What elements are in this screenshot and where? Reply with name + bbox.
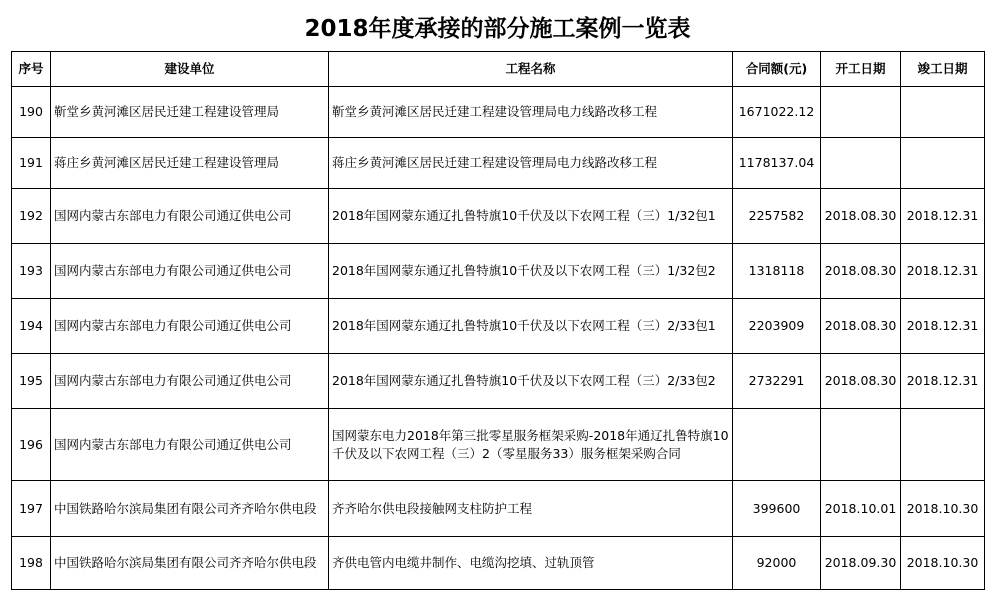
page-title: 2018年度承接的部分施工案例一览表 xyxy=(304,16,691,42)
start-date-cell: 2018.08.30 xyxy=(821,354,901,409)
project-cell: 齐齐哈尔供电段接触网支柱防护工程 xyxy=(329,481,733,537)
seq-cell: 193 xyxy=(12,244,51,299)
table-row xyxy=(12,299,985,354)
amount-cell: 92000 xyxy=(733,537,821,590)
column-header-seq: 序号 xyxy=(12,52,51,87)
unit-cell: 国网内蒙古东部电力有限公司通辽供电公司 xyxy=(51,354,329,409)
project-cell: 蒋庄乡黄河滩区居民迁建工程建设管理局电力线路改移工程 xyxy=(329,138,733,189)
start-date-cell xyxy=(821,87,901,138)
project-cell: 2018年国网蒙东通辽扎鲁特旗10千伏及以下农网工程（三）2/33包2 xyxy=(329,354,733,409)
project-cell: 2018年国网蒙东通辽扎鲁特旗10千伏及以下农网工程（三）1/32包1 xyxy=(329,189,733,244)
unit-cell: 国网内蒙古东部电力有限公司通辽供电公司 xyxy=(51,189,329,244)
end-date-cell: 2018.12.31 xyxy=(901,299,985,354)
start-date-cell xyxy=(821,409,901,481)
amount-cell: 2257582 xyxy=(733,189,821,244)
cases-table xyxy=(11,51,985,590)
table-row xyxy=(12,189,985,244)
amount-cell: 1178137.04 xyxy=(733,138,821,189)
column-header-project: 工程名称 xyxy=(329,52,733,87)
project-cell: 齐供电管内电缆井制作、电缆沟挖填、过轨顶管 xyxy=(329,537,733,590)
table-row xyxy=(12,354,985,409)
unit-cell: 蒋庄乡黄河滩区居民迁建工程建设管理局 xyxy=(51,138,329,189)
unit-cell: 靳堂乡黄河滩区居民迁建工程建设管理局 xyxy=(51,87,329,138)
end-date-cell: 2018.10.30 xyxy=(901,537,985,590)
end-date-cell: 2018.10.30 xyxy=(901,481,985,537)
start-date-cell: 2018.08.30 xyxy=(821,299,901,354)
start-date-cell: 2018.08.30 xyxy=(821,244,901,299)
amount-cell: 1318118 xyxy=(733,244,821,299)
seq-cell: 197 xyxy=(12,481,51,537)
end-date-cell xyxy=(901,409,985,481)
unit-cell: 国网内蒙古东部电力有限公司通辽供电公司 xyxy=(51,244,329,299)
project-cell: 2018年国网蒙东通辽扎鲁特旗10千伏及以下农网工程（三）1/32包2 xyxy=(329,244,733,299)
seq-cell: 198 xyxy=(12,537,51,590)
table-row xyxy=(12,537,985,590)
amount-cell: 399600 xyxy=(733,481,821,537)
amount-cell: 2732291 xyxy=(733,354,821,409)
project-cell: 国网蒙东电力2018年第三批零星服务框架采购-2018年通辽扎鲁特旗10千伏及以下农网工程（三）2（零星服务33）服务框架采购合同 xyxy=(329,409,733,481)
seq-cell: 196 xyxy=(12,409,51,481)
end-date-cell xyxy=(901,138,985,189)
seq-cell: 191 xyxy=(12,138,51,189)
unit-cell: 国网内蒙古东部电力有限公司通辽供电公司 xyxy=(51,299,329,354)
table-row xyxy=(12,409,985,481)
table-row xyxy=(12,244,985,299)
column-header-end: 竣工日期 xyxy=(901,52,985,87)
amount-cell: 2203909 xyxy=(733,299,821,354)
seq-cell: 195 xyxy=(12,354,51,409)
end-date-cell: 2018.12.31 xyxy=(901,244,985,299)
column-header-unit: 建设单位 xyxy=(51,52,329,87)
project-cell: 2018年国网蒙东通辽扎鲁特旗10千伏及以下农网工程（三）2/33包1 xyxy=(329,299,733,354)
end-date-cell xyxy=(901,87,985,138)
unit-cell: 中国铁路哈尔滨局集团有限公司齐齐哈尔供电段 xyxy=(51,481,329,537)
table-row xyxy=(12,87,985,138)
header-row xyxy=(12,52,985,87)
seq-cell: 192 xyxy=(12,189,51,244)
seq-cell: 194 xyxy=(12,299,51,354)
start-date-cell: 2018.10.01 xyxy=(821,481,901,537)
start-date-cell: 2018.09.30 xyxy=(821,537,901,590)
column-header-start: 开工日期 xyxy=(821,52,901,87)
table-row xyxy=(12,481,985,537)
project-cell: 靳堂乡黄河滩区居民迁建工程建设管理局电力线路改移工程 xyxy=(329,87,733,138)
end-date-cell: 2018.12.31 xyxy=(901,354,985,409)
unit-cell: 中国铁路哈尔滨局集团有限公司齐齐哈尔供电段 xyxy=(51,537,329,590)
unit-cell: 国网内蒙古东部电力有限公司通辽供电公司 xyxy=(51,409,329,481)
start-date-cell: 2018.08.30 xyxy=(821,189,901,244)
seq-cell: 190 xyxy=(12,87,51,138)
table-row xyxy=(12,138,985,189)
amount-cell xyxy=(733,409,821,481)
end-date-cell: 2018.12.31 xyxy=(901,189,985,244)
column-header-amount: 合同额(元) xyxy=(733,52,821,87)
amount-cell: 1671022.12 xyxy=(733,87,821,138)
start-date-cell xyxy=(821,138,901,189)
